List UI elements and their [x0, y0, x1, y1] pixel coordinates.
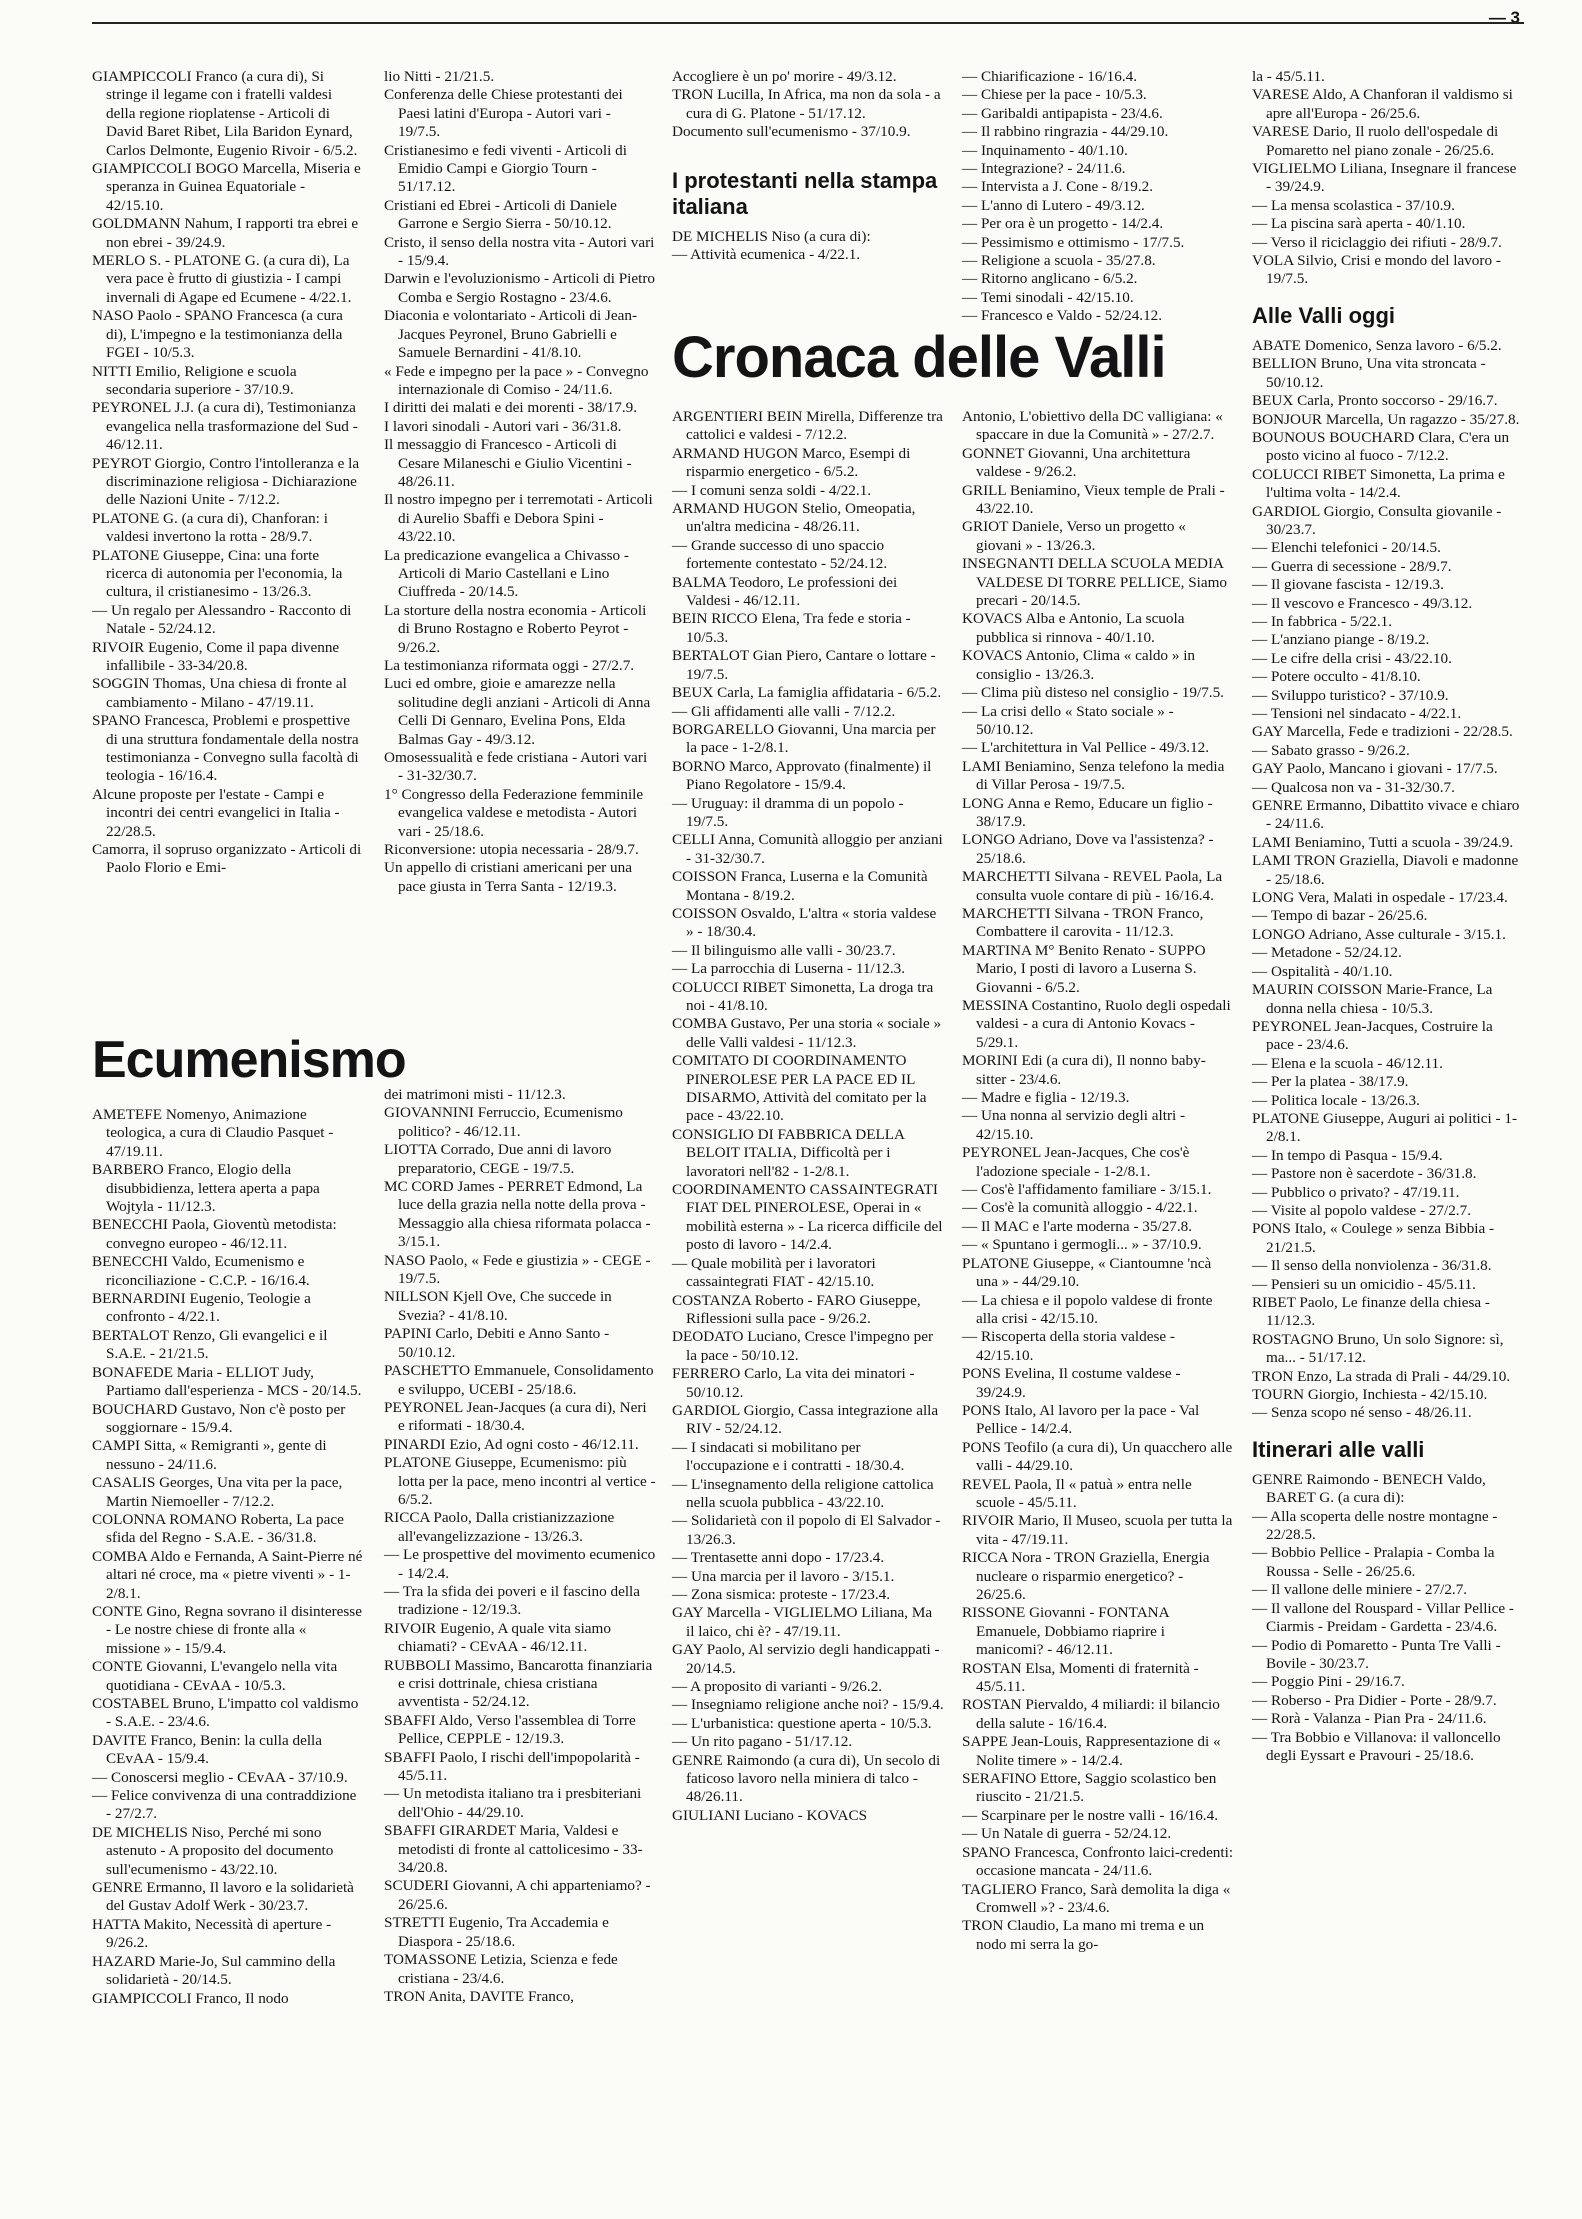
bibliography-entry: CONTE Gino, Regna sovrano il disinteresse - Le nostre chiese di fronte alla « missione » - 15/9.4.	[92, 1602, 362, 1657]
bibliography-entry: ARGENTIERI BEIN Mirella, Differenze tra cattolici e valdesi - 7/12.2.	[672, 408, 943, 444]
bibliography-entry: — La piscina sarà aperta - 40/1.10.	[1252, 215, 1466, 233]
ecumenismo-column-1	[92, 1106, 364, 2008]
bibliography-entry: — Conoscersi meglio - CEvAA - 37/10.9.	[92, 1768, 348, 1786]
bibliography-entry: — Bobbio Pellice - Pralapia - Comba la Roussa - Selle - 26/25.6.	[1252, 1544, 1495, 1580]
bibliography-entry: SPANO Francesca, Confronto laici-credenti: occasione mancata - 24/11.6.	[962, 1843, 1234, 1880]
bibliography-entry: GRIOT Daniele, Verso un progetto « giovani » - 13/26.3.	[962, 518, 1186, 554]
bibliography-entry: — Cos'è l'affidamento familiare - 3/15.1.	[962, 1181, 1212, 1199]
bibliography-entry: — Il vallone delle miniere - 27/2.7.	[1252, 1581, 1468, 1599]
bibliography-entry: MARTINA M° Benito Renato - SUPPO Mario, I posti di lavoro a Luserna S. Giovanni - 6/5.2.	[962, 941, 1206, 996]
bibliography-entry: Darwin e l'evoluzionismo - Articoli di Pietro Comba e Sergio Rostagno - 23/4.6.	[384, 270, 656, 306]
bibliography-entry: CASALIS Georges, Una vita per la pace, Martin Niemoeller - 7/12.2.	[92, 1474, 343, 1510]
bibliography-entry: BOUNOUS BOUCHARD Clara, C'era un posto vicino al fuoco - 7/12.2.	[1252, 428, 1510, 465]
bibliography-entry: — L'urbanistica: questione aperta - 10/5.3.	[672, 1714, 932, 1732]
bibliography-entry: MARCHETTI Silvana - TRON Franco, Combattere il carovita - 11/12.3.	[962, 904, 1204, 941]
bibliography-entry: Un appello di cristiani americani per una pace giusta in Terra Santa - 12/19.3.	[384, 859, 632, 895]
bibliography-entry: PEYROT Giorgio, Contro l'intolleranza e la discriminazione religiosa - Dichiarazione delle Nazioni Unite - 7/12.2.	[92, 454, 360, 509]
bibliography-entry: LAMI Beniamino, Tutti a scuola - 39/24.9.	[1252, 833, 1514, 851]
bibliography-entry: PEYRONEL J.J. (a cura di), Testimonianza evangelica nella trasformazione del Sud - 46/12.11.	[92, 399, 358, 454]
bibliography-entry: « Fede e impegno per la pace » - Convegno internazionale di Comiso - 24/11.6.	[384, 362, 649, 398]
bibliography-entry: COMITATO DI COORDINAMENTO PINEROLESE PER LA PACE ED IL DISARMO, Attività del comitato per la pace - 43/22.10.	[672, 1052, 927, 1125]
bibliography-entry: I lavori sinodali - Autori vari - 36/31.8.	[384, 417, 622, 435]
col5-top-list	[1252, 68, 1524, 289]
bibliography-entry: RIVOIR Eugenio, A quale vita siamo chiamati? - CEvAA - 46/12.11.	[384, 1619, 611, 1656]
bibliography-entry: GIULIANI Luciano - KOVACS	[672, 1806, 868, 1824]
bibliography-entry: CELLI Anna, Comunità alloggio per anziani - 31-32/30.7.	[672, 831, 943, 867]
bibliography-entry: RIBET Paolo, Le finanze della chiesa - 11/12.3.	[1252, 1294, 1490, 1330]
bibliography-entry: — L'insegnamento della religione cattolica nella scuola pubblica - 43/22.10.	[672, 1475, 934, 1511]
column-5	[1252, 68, 1524, 1765]
bibliography-entry: PLATONE Giuseppe, Ecumenismo: più lotta per la pace, meno incontri al vertice - 6/5.2.	[384, 1454, 656, 1508]
bibliography-entry: COLUCCI RIBET Simonetta, La prima e l'ultima volta - 14/2.4.	[1252, 465, 1505, 502]
bibliography-entry: — Il senso della nonviolenza - 36/31.8.	[1252, 1257, 1492, 1275]
bibliography-entry: RUBBOLI Massimo, Bancarotta finanziaria e crisi dottrinale, chiesa cristiana avventista - 52/24.12.	[384, 1656, 653, 1711]
bibliography-entry: Diaconia e volontariato - Articoli di Jean-Jacques Peyronel, Bruno Gabrielli e Samuele Bernardini - 41/8.10.	[384, 307, 638, 362]
column-1-top	[92, 68, 364, 878]
bibliography-entry: — Un regalo per Alessandro - Racconto di Natale - 52/24.12.	[92, 601, 352, 638]
bibliography-entry: La testimonianza riformata oggi - 27/2.7.	[384, 657, 635, 674]
bibliography-entry: — Per la platea - 38/17.9.	[1252, 1073, 1409, 1091]
bibliography-entry: MC CORD James - PERRET Edmond, La luce della grazia nella notte della prova - Messaggio alla chiesa riformata polacca - 3/15.1.	[384, 1178, 651, 1251]
bibliography-entry: Camorra, il sopruso organizzato - Articoli di Paolo Florio e Emi-	[92, 841, 362, 877]
bibliography-entry: BERNARDINI Eugenio, Teologie a confronto - 4/22.1.	[92, 1290, 311, 1326]
bibliography-entry: — I comuni senza soldi - 4/22.1.	[672, 481, 872, 499]
bibliography-entry: — Attività ecumenica - 4/22.1.	[672, 246, 861, 264]
bibliography-entry: BENECCHI Paola, Gioventù metodista: convegno europeo - 46/12.11.	[92, 1216, 337, 1252]
bibliography-entry: — Francesco e Valdo - 52/24.12.	[962, 307, 1163, 325]
bibliography-entry: 1° Congresso della Federazione femminile evangelica valdese e metodista - Autori vari - 25/18.6.	[384, 785, 644, 840]
bibliography-entry: — Tempo di bazar - 26/25.6.	[1252, 907, 1428, 925]
bibliography-entry: — Uruguay: il dramma di un popolo - 19/7.5.	[672, 794, 904, 830]
bibliography-entry: — Un rito pagano - 51/17.12.	[672, 1733, 853, 1751]
itinerari-title: Itinerari alle valli	[1252, 1436, 1425, 1462]
bibliography-entry: NILLSON Kjell Ove, Che succede in Svezia? - 41/8.10.	[384, 1288, 612, 1324]
bibliography-entry: — Podio di Pomaretto - Punta Tre Valli - Bovile - 30/23.7.	[1252, 1636, 1501, 1672]
bibliography-entry: Conferenza delle Chiese protestanti dei Paesi latini d'Europa - Autori vari - 19/7.5.	[384, 86, 623, 141]
bibliography-entry: — Chiarificazione - 16/16.4.	[962, 68, 1138, 85]
bibliography-entry: — Alla scoperta delle nostre montagne - 22/28.5.	[1252, 1507, 1498, 1544]
bibliography-entry: — Zona sismica: proteste - 17/23.4.	[672, 1586, 891, 1603]
bibliography-entry: — Grande successo di uno spaccio fortemente contestato - 52/24.12.	[672, 536, 888, 573]
bibliography-entry: INSEGNANTI DELLA SCUOLA MEDIA VALDESE DI TORRE PELLICE, Siamo precari - 20/14.5.	[962, 555, 1228, 610]
bibliography-entry: Riconversione: utopia necessaria - 28/9.7.	[384, 841, 639, 859]
bibliography-entry: TAGLIERO Franco, Sarà demolita la diga « Cromwell »? - 23/4.6.	[962, 1880, 1231, 1916]
bibliography-entry: BENECCHI Valdo, Ecumenismo e riconciliazione - C.C.P. - 16/16.4.	[92, 1253, 310, 1289]
bibliography-entry: LIOTTA Corrado, Due anni di lavoro preparatorio, CEGE - 19/7.5.	[384, 1141, 612, 1177]
bibliography-entry: MARCHETTI Silvana - REVEL Paola, La consulta vuole contare di più - 16/16.4.	[962, 868, 1223, 904]
bibliography-entry: REVEL Paola, Il « patuà » entra nelle scuole - 45/5.11.	[962, 1475, 1192, 1511]
bibliography-entry: I diritti dei malati e dei morenti - 38/17.9.	[384, 399, 638, 417]
bibliography-entry: — L'anno di Lutero - 49/3.12.	[962, 196, 1145, 214]
bibliography-entry: — Intervista a J. Cone - 8/19.2.	[962, 178, 1154, 196]
bibliography-entry: NASO Paolo - SPANO Francesca (a cura di), L'impegno e la testimonianza della FGEI - 10/5.3.	[92, 307, 343, 362]
bibliography-entry: KOVACS Antonio, Clima « caldo » in consiglio - 13/26.3.	[962, 647, 1196, 683]
bibliography-entry: — Pensieri su un omicidio - 45/5.11.	[1252, 1275, 1476, 1293]
bibliography-entry: COSTANZA Roberto - FARO Giuseppe, Riflessioni sulla pace - 9/26.2.	[672, 1291, 921, 1327]
cronaca-column-2	[962, 408, 1234, 1954]
bibliography-entry: GAY Marcella, Fede e tradizioni - 22/28.5.	[1252, 723, 1513, 741]
bibliography-entry: Antonio, L'obiettivo della DC valligiana: « spaccare in due la Comunità » - 27/2.7.	[962, 408, 1223, 444]
bibliography-entry: — Elenchi telefonici - 20/14.5.	[1252, 539, 1441, 557]
bibliography-entry: SBAFFI Paolo, I rischi dell'impopolarità - 45/5.11.	[384, 1748, 640, 1785]
bibliography-entry: GIAMPICCOLI BOGO Marcella, Miseria e speranza in Guinea Equatoriale - 42/15.10.	[92, 160, 361, 214]
bibliography-entry: — Tra la sfida dei poveri e il fascino della tradizione - 12/19.3.	[384, 1582, 641, 1619]
bibliography-entry: — Ritorno anglicano - 6/5.2.	[962, 270, 1138, 288]
bibliography-entry: — Le cifre della crisi - 43/22.10.	[1252, 649, 1452, 667]
bibliography-entry: — Tra Bobbio e Villanova: il valloncello degli Eyssart e Pravouri - 25/18.6.	[1252, 1728, 1501, 1764]
bibliography-entry: lio Nitti - 21/21.5.	[384, 68, 495, 85]
bibliography-entry: NASO Paolo, « Fede e giustizia » - CEGE - 19/7.5.	[384, 1251, 651, 1288]
bibliography-entry: PINARDI Ezio, Ad ogni costo - 46/12.11.	[384, 1435, 639, 1453]
bibliography-entry: BELLION Bruno, Una vita stroncata - 50/10.12.	[1252, 355, 1486, 391]
bibliography-entry: GAY Paolo, Mancano i giovani - 17/7.5.	[1252, 760, 1498, 778]
bibliography-entry: — Le prospettive del movimento ecumenico - 14/2.4.	[384, 1546, 656, 1582]
bibliography-entry: LAMI Beniamino, Senza telefono la media di Villar Perosa - 19/7.5.	[962, 757, 1225, 794]
bibliography-entry: PONS Italo, « Coulege » senza Bibbia - 21/21.5.	[1252, 1220, 1495, 1256]
alle-valli-title: Alle Valli oggi	[1252, 302, 1396, 328]
bibliography-entry: PONS Teofilo (a cura di), Un quacchero alle valli - 44/29.10.	[962, 1438, 1233, 1475]
bibliography-entry: SCUDERI Giovanni, A chi apparteniamo? - 26/25.6.	[384, 1877, 651, 1913]
bibliography-entry: — Un metodista italiano tra i presbiteriani dell'Ohio - 44/29.10.	[384, 1785, 642, 1821]
bibliography-entry: — Temi sinodali - 42/15.10.	[962, 288, 1134, 306]
cronaca-title: Cronaca delle Valli	[672, 325, 1166, 390]
bibliography-entry: — Potere occulto - 41/8.10.	[1252, 668, 1421, 686]
bibliography-entry: dei matrimoni misti - 11/12.3.	[384, 1086, 566, 1103]
bibliography-entry: ROSTAGNO Bruno, Un solo Signore: sì, ma... - 51/17.12.	[1252, 1330, 1504, 1367]
bibliography-entry: RIVOIR Eugenio, Come il papa divenne infallibile - 33-34/20.8.	[92, 638, 340, 674]
col3-top-list	[672, 68, 944, 142]
bibliography-entry: HAZARD Marie-Jo, Sul cammino della solidarietà - 20/14.5.	[92, 1952, 336, 1989]
bibliography-entry: — Rorà - Valanza - Pian Pra - 24/11.6.	[1252, 1710, 1487, 1728]
bibliography-entry: PAPINI Carlo, Debiti e Anno Santo - 50/10.12.	[384, 1325, 610, 1361]
bibliography-entry: — Garibaldi antipapista - 23/4.6.	[962, 104, 1163, 122]
bibliography-entry: VARESE Aldo, A Chanforan il valdismo si apre all'Europa - 26/25.6.	[1252, 86, 1513, 122]
bibliography-entry: VOLA Silvio, Crisi e mondo del lavoro - 19/7.5.	[1252, 252, 1501, 288]
bibliography-entry: COMBA Aldo e Fernanda, A Saint-Pierre né altari né croce, ma « pietre viventi » - 1-2/8.1.	[92, 1547, 363, 1602]
column-3-top	[672, 68, 944, 264]
top-rule	[92, 22, 1524, 24]
bibliography-entry: COORDINAMENTO CASSAINTEGRATI FIAT DEL PINEROLESE, Operai in « mobilità esterna » - La ricerca difficile del posto di lavoro - 14/2.4.	[672, 1181, 943, 1254]
bibliography-entry: GENRE Raimondo (a cura di), Un secolo di faticoso lavoro nella miniera di talco - 48/26.11.	[672, 1751, 941, 1806]
bibliography-entry: RICCA Paolo, Dalla cristianizzazione all'evangelizzazione - 13/26.3.	[384, 1509, 615, 1545]
bibliography-entry: Cristianesimo e fedi viventi - Articoli di Emidio Campi e Giorgio Tourn - 51/17.12.	[384, 141, 627, 196]
bibliography-entry: — Verso il riciclaggio dei rifiuti - 28/9.7.	[1252, 233, 1502, 251]
bibliography-entry: — La crisi dello « Stato sociale » - 50/10.12.	[962, 702, 1174, 738]
bibliography-entry: — Qualcosa non va - 31-32/30.7.	[1252, 778, 1455, 796]
bibliography-entry: RICCA Nora - TRON Graziella, Energia nucleare o risparmio energetico? - 26/25.6.	[962, 1549, 1210, 1603]
bibliography-entry: — Solidarietà con il popolo di El Salvador - 13/26.3.	[672, 1512, 941, 1548]
bibliography-entry: LONG Anna e Remo, Educare un figlio - 38/17.9.	[962, 794, 1213, 830]
bibliography-entry: BORNO Marco, Approvato (finalmente) il Piano Regolatore - 15/9.4.	[672, 757, 932, 794]
bibliography-entry: COISSON Osvaldo, L'altra « storia valdese » - 18/30.4.	[672, 904, 937, 941]
bibliography-entry: — Il giovane fascista - 12/19.3.	[1252, 576, 1444, 594]
bibliography-entry: — A proposito di varianti - 9/26.2.	[672, 1678, 883, 1696]
ecumenismo-column-2	[384, 1086, 656, 2006]
bibliography-entry: HATTA Makito, Necessità di aperture - 9/26.2.	[92, 1915, 332, 1952]
bibliography-entry: PEYRONEL Jean-Jacques (a cura di), Neri e riformati - 18/30.4.	[384, 1398, 647, 1435]
bibliography-entry: RISSONE Giovanni - FONTANA Emanuele, Dobbiamo riaprire i manicomi? - 46/12.11.	[962, 1604, 1169, 1659]
bibliography-entry: PEYRONEL Jean-Jacques, Che cos'è l'adozione speciale - 1-2/8.1.	[962, 1144, 1190, 1180]
bibliography-entry: COLONNA ROMANO Roberta, La pace sfida del Regno - S.A.E. - 36/31.8.	[92, 1510, 344, 1547]
bibliography-entry: MAURIN COISSON Marie-France, La donna nella chiesa - 10/5.3.	[1252, 981, 1493, 1017]
bibliography-entry: — Il bilinguismo alle valli - 30/23.7.	[672, 941, 896, 959]
bibliography-entry: Il nostro impegno per i terremotati - Articoli di Aurelio Sbaffi e Debora Spini - 43/22.10.	[384, 491, 653, 546]
bibliography-entry: GIAMPICCOLI Franco, Il nodo	[92, 1989, 289, 2007]
bibliography-entry: — In tempo di Pasqua - 15/9.4.	[1252, 1146, 1443, 1164]
bibliography-entry: TOURN Giorgio, Inchiesta - 42/15.10.	[1252, 1386, 1488, 1404]
bibliography-entry: NITTI Emilio, Religione e scuola secondaria superiore - 37/10.9.	[92, 362, 297, 398]
bibliography-entry: Omosessualità e fede cristiana - Autori vari - 31-32/30.7.	[384, 749, 648, 785]
bibliography-entry: LAMI TRON Graziella, Diavoli e madonne - 25/18.6.	[1252, 852, 1519, 888]
bibliography-entry: ARMAND HUGON Stelio, Omeopatia, un'altra medicina - 48/26.11.	[672, 500, 916, 536]
bibliography-entry: BORGARELLO Giovanni, Una marcia per la pace - 1-2/8.1.	[672, 720, 936, 757]
bibliography-entry: DEODATO Luciano, Cresce l'impegno per la pace - 50/10.12.	[672, 1328, 933, 1364]
bibliography-entry: BARBERO Franco, Elogio della disubbidienza, lettera aperta a papa Wojtyla - 11/12.3.	[92, 1161, 320, 1216]
bibliography-entry: — Pessimismo e ottimismo - 17/7.5.	[962, 233, 1185, 251]
bibliography-entry: — La parrocchia di Luserna - 11/12.3.	[672, 960, 906, 978]
bibliography-entry: — L'architettura in Val Pellice - 49/3.12.	[962, 739, 1210, 757]
bibliography-entry: GENRE Ermanno, Il lavoro e la solidarietà del Gustav Adolf Werk - 30/23.7.	[92, 1879, 354, 1915]
bibliography-entry: — Madre e figlia - 12/19.3.	[962, 1089, 1130, 1107]
bibliography-entry: BERTALOT Gian Piero, Cantare o lottare - 19/7.5.	[672, 647, 936, 683]
bibliography-entry: SPANO Francesca, Problemi e prospettive di una struttura fondamentale della nostra testimonianza - Convegno sulla facoltà di teologia - 16/16.4.	[92, 712, 359, 785]
bibliography-entry: SOGGIN Thomas, Una chiesa di fronte al cambiamento - Milano - 47/19.11.	[92, 675, 347, 711]
bibliography-entry: ABATE Domenico, Senza lavoro - 6/5.2.	[1252, 336, 1502, 354]
bibliography-entry: BONJOUR Marcella, Un ragazzo - 35/27.8.	[1252, 410, 1520, 428]
bibliography-entry: — Sviluppo turistico? - 37/10.9.	[1252, 686, 1449, 704]
bibliography-entry: SBAFFI Aldo, Verso l'assemblea di Torre Pellice, CEPPLE - 12/19.3.	[384, 1711, 636, 1748]
bibliography-entry: — Il rabbino ringrazia - 44/29.10.	[962, 123, 1169, 141]
bibliography-entry: Cristo, il senso della nostra vita - Autori vari - 15/9.4.	[384, 233, 655, 270]
bibliography-entry: SBAFFI GIRARDET Maria, Valdesi e metodisti di fronte al cattolicesimo - 33-34/20.8.	[384, 1822, 643, 1877]
bibliography-entry: PLATONE Giuseppe, « Ciantoumne 'ncà una » - 44/29.10.	[962, 1254, 1212, 1291]
bibliography-entry: SERAFINO Ettore, Saggio scolastico ben riuscito - 21/21.5.	[962, 1770, 1217, 1806]
bibliography-entry: PEYRONEL Jean-Jacques, Costruire la pace - 23/4.6.	[1252, 1017, 1493, 1054]
bibliography-entry: — Una marcia per il lavoro - 3/15.1.	[672, 1567, 895, 1585]
bibliography-entry: PONS Evelina, Il costume valdese - 39/24.9.	[962, 1365, 1181, 1401]
column-4-top	[962, 68, 1234, 326]
bibliography-entry: La storture della nostra economia - Articoli di Bruno Rostagno e Roberto Peyrot - 9/26.2.	[384, 601, 647, 656]
bibliography-entry: LONG Vera, Malati in ospedale - 17/23.4.	[1252, 889, 1508, 907]
bibliography-entry: — Visite al popolo valdese - 27/2.7.	[1252, 1201, 1471, 1219]
bibliography-entry: — Pubblico o privato? - 47/19.11.	[1252, 1183, 1460, 1201]
bibliography-entry: BOUCHARD Gustavo, Non c'è posto per soggiornare - 15/9.4.	[92, 1400, 346, 1436]
bibliography-entry: — Gli affidamenti alle valli - 7/12.2.	[672, 702, 896, 720]
bibliography-entry: DE MICHELIS Niso (a cura di):	[672, 227, 871, 245]
bibliography-entry: CONSIGLIO DI FABBRICA DELLA BELOIT ITALIA, Difficoltà per i lavoratori nell'82 - 1-2/8.1.	[672, 1125, 905, 1180]
bibliography-entry: BEUX Carla, Pronto soccorso - 29/16.7.	[1252, 392, 1498, 410]
alle-valli-list	[1252, 337, 1524, 1423]
bibliography-entry: — Integrazione? - 24/11.6.	[962, 160, 1126, 178]
bibliography-entry: GARDIOL Giorgio, Consulta giovanile - 30/23.7.	[1252, 502, 1502, 538]
bibliography-entry: — Clima più disteso nel consiglio - 19/7.5.	[962, 684, 1224, 702]
bibliography-entry: — Metadone - 52/24.12.	[1252, 944, 1402, 962]
bibliography-entry: BERTALOT Renzo, Gli evangelici e il S.A.E. - 21/21.5.	[92, 1326, 328, 1363]
bibliography-entry: TRON Anita, DAVITE Franco,	[384, 1987, 574, 2005]
bibliography-entry: PLATONE Giuseppe, Auguri ai politici - 1-2/8.1.	[1252, 1109, 1518, 1146]
bibliography-entry: — Tensioni nel sindacato - 4/22.1.	[1252, 705, 1462, 722]
bibliography-entry: TRON Claudio, La mano mi trema e un nodo mi serra la go-	[962, 1917, 1205, 1953]
bibliography-entry: — Una nonna al servizio degli altri - 42/15.10.	[962, 1107, 1186, 1143]
bibliography-entry: — Poggio Pini - 29/16.7.	[1252, 1673, 1405, 1691]
bibliography-entry: — Elena e la scuola - 46/12.11.	[1252, 1054, 1443, 1072]
bibliography-entry: MESSINA Costantino, Ruolo degli ospedali valdesi - a cura di Antonio Kovacs - 5/29.1.	[962, 997, 1231, 1051]
bibliography-entry: — Insegniamo religione anche noi? - 15/9.4.	[672, 1696, 944, 1714]
bibliography-entry: GONNET Giovanni, Una architettura valdese - 9/26.2.	[962, 444, 1191, 481]
bibliography-entry: MERLO S. - PLATONE G. (a cura di), La vera pace è frutto di giustizia - I campi invernali di Agape ed Ecumene - 4/22.1.	[92, 252, 352, 306]
bibliography-entry: — Pastore non è sacerdote - 36/31.8.	[1252, 1165, 1477, 1183]
bibliography-entry: TRON Enzo, La strada di Prali - 44/29.10.	[1252, 1367, 1511, 1385]
bibliography-entry: — Politica locale - 13/26.3.	[1252, 1091, 1420, 1109]
ecumenismo-title: Ecumenismo	[92, 1031, 406, 1089]
bibliography-entry: — « Spuntano i germogli... » - 37/10.9.	[962, 1236, 1202, 1254]
bibliography-entry: — La chiesa e il popolo valdese di fronte alla crisi - 42/15.10.	[962, 1291, 1213, 1327]
bibliography-entry: COLUCCI RIBET Simonetta, La droga tra noi - 41/8.10.	[672, 978, 934, 1014]
bibliography-entry: — Il vescovo e Francesco - 49/3.12.	[1252, 594, 1473, 612]
bibliography-entry: GAY Marcella - VIGLIELMO Liliana, Ma il laico, chi è? - 47/19.11.	[672, 1604, 933, 1640]
bibliography-entry: COISSON Franca, Luserna e la Comunità Montana - 8/19.2.	[672, 868, 928, 904]
bibliography-entry: — Ospitalità - 40/1.10.	[1252, 962, 1393, 980]
bibliography-entry: VIGLIELMO Liliana, Insegnare il francese - 39/24.9.	[1252, 160, 1517, 196]
bibliography-entry: — Un Natale di guerra - 52/24.12.	[962, 1825, 1172, 1843]
bibliography-entry: ROSTAN Elsa, Momenti di fraternità - 45/5.11.	[962, 1659, 1199, 1696]
bibliography-entry: — Roberso - Pra Didier - Porte - 28/9.7.	[1252, 1691, 1497, 1709]
bibliography-entry: ARMAND HUGON Marco, Esempi di risparmio energetico - 6/5.2.	[672, 444, 911, 481]
bibliography-entry: LONGO Adriano, Asse culturale - 3/15.1.	[1252, 925, 1506, 943]
bibliography-entry: Luci ed ombre, gioie e amarezze nella solitudine degli anziani - Articoli di Anna Celli Di Gennaro, Evelina Pons, Elda Balmas Gay - 49/3.12.	[384, 675, 651, 748]
bibliography-entry: Alcune proposte per l'estate - Campi e incontri dei centri evangelici in Italia - 22/28.5.	[92, 785, 340, 840]
bibliography-entry: La predicazione evangelica a Chivasso - Articoli di Mario Castellani e Lino Ciuffreda - 20/14.5.	[384, 546, 629, 601]
bibliography-entry: — Quale mobilità per i lavoratori cassaintegrati FIAT - 42/15.10.	[672, 1254, 876, 1291]
bibliography-entry: COMBA Gustavo, Per una storia « sociale » delle Valli valdesi - 11/12.3.	[672, 1015, 942, 1051]
bibliography-entry: — Felice convivenza di una contraddizione - 27/2.7.	[92, 1787, 357, 1823]
itinerari-list	[1252, 1471, 1524, 1766]
bibliography-entry: — L'anziano piange - 8/19.2.	[1252, 631, 1430, 649]
bibliography-entry: Accogliere è un po' morire - 49/3.12.	[672, 68, 897, 85]
bibliography-entry: GOLDMANN Nahum, I rapporti tra ebrei e non ebrei - 39/24.9.	[92, 215, 359, 251]
bibliography-entry: BALMA Teodoro, Le professioni dei Valdesi - 46/12.11.	[672, 573, 898, 610]
bibliography-entry: Il messaggio di Francesco - Articoli di Cesare Milaneschi e Giulio Vicentini - 48/26.11.	[384, 436, 632, 490]
bibliography-entry: — I sindacati si mobilitano per l'occupazione e i contratti - 18/30.4.	[672, 1438, 905, 1475]
bibliography-entry: BONAFEDE Maria - ELLIOT Judy, Partiamo dall'esperienza - MCS - 20/14.5.	[92, 1363, 362, 1400]
bibliography-entry: — Religione a scuola - 35/27.8.	[962, 252, 1156, 270]
bibliography-entry: STRETTI Eugenio, Tra Accademia e Diaspora - 25/18.6.	[384, 1914, 609, 1950]
bibliography-entry: GIAMPICCOLI Franco (a cura di), Si stringe il legame con i fratelli valdesi della regione rioplatense - Articoli di David Baret Ribet, Lila Baridon Eynard, Carlos Delmonte, Eugenio Rivoir - 6/5.2.	[92, 68, 358, 159]
bibliography-entry: — Per ora è un progetto - 14/2.4.	[962, 215, 1164, 233]
bibliography-entry: — Chiese per la pace - 10/5.3.	[962, 86, 1147, 104]
bibliography-entry: GENRE Raimondo - BENECH Valdo, BARET G. (a cura di):	[1252, 1470, 1486, 1507]
bibliography-entry: PONS Italo, Al lavoro per la pace - Val Pellice - 14/2.4.	[962, 1401, 1200, 1438]
page-number: — 3	[1488, 8, 1520, 27]
bibliography-entry: — Guerra di secessione - 28/9.7.	[1252, 557, 1452, 575]
bibliography-entry: SAPPE Jean-Louis, Rappresentazione di « Nolite timere » - 14/2.4.	[962, 1733, 1221, 1769]
bibliography-entry: — Trentasette anni dopo - 17/23.4.	[672, 1549, 885, 1567]
cronaca-column-1	[672, 408, 944, 1825]
bibliography-entry: GAY Paolo, Al servizio degli handicappati - 20/14.5.	[672, 1641, 940, 1677]
column-2-top	[384, 68, 656, 896]
bibliography-entry: — Sabato grasso - 9/26.2.	[1252, 741, 1410, 759]
bibliography-entry: CONTE Giovanni, L'evangelo nella vita quotidiana - CEvAA - 10/5.3.	[92, 1658, 338, 1694]
bibliography-entry: — Il MAC e l'arte moderna - 35/27.8.	[962, 1217, 1193, 1235]
bibliography-entry: PLATONE G. (a cura di), Chanforan: i valdesi invertono la rotta - 28/9.7.	[92, 509, 328, 546]
bibliography-entry: LONGO Adriano, Dove va l'assistenza? - 25/18.6.	[962, 831, 1214, 867]
bibliography-entry: PLATONE Giuseppe, Cina: una forte ricerca di autonomia per l'economia, la cultura, il cristianesimo - 13/26.3.	[92, 546, 343, 601]
bibliography-entry: — In fabbrica - 5/22.1.	[1252, 612, 1393, 630]
bibliography-entry: FERRERO Carlo, La vita dei minatori - 50/10.12.	[672, 1365, 915, 1401]
bibliography-entry: GARDIOL Giorgio, Cassa integrazione alla RIV - 52/24.12.	[672, 1401, 939, 1438]
bibliography-entry: RIVOIR Mario, Il Museo, scuola per tutta la vita - 47/19.11.	[962, 1512, 1233, 1548]
bibliography-entry: COSTABEL Bruno, L'impatto col valdismo - S.A.E. - 23/4.6.	[92, 1695, 359, 1731]
bibliography-entry: TRON Lucilla, In Africa, ma non da sola - a cura di G. Platone - 51/17.12.	[672, 86, 941, 122]
bibliography-entry: — Riscoperta della storia valdese - 42/15.10.	[962, 1328, 1175, 1364]
bibliography-entry: Cristiani ed Ebrei - Articoli di Daniele Garrone e Sergio Sierra - 50/10.12.	[384, 196, 617, 233]
bibliography-entry: DAVITE Franco, Benin: la culla della CEvAA - 15/9.4.	[92, 1731, 322, 1768]
bibliography-entry: — Inquinamento - 40/1.10.	[962, 141, 1128, 159]
bibliography-entry: BEIN RICCO Elena, Tra fede e storia - 10/5.3.	[672, 610, 911, 646]
protestanti-title: I protestanti nella stampa italiana	[672, 167, 938, 219]
bibliography-entry: PASCHETTO Emmanuele, Consolidamento e sviluppo, UCEBI - 25/18.6.	[384, 1362, 654, 1398]
bibliography-entry: GRILL Beniamino, Vieux temple de Prali - 43/22.10.	[962, 481, 1225, 518]
bibliography-entry: TOMASSONE Letizia, Scienza e fede cristiana - 23/4.6.	[384, 1951, 618, 1987]
protestanti-list	[672, 228, 944, 265]
bibliography-entry: CAMPI Sitta, « Remigranti », gente di nessuno - 24/11.6.	[92, 1437, 327, 1473]
bibliography-entry: — Scarpinare per le nostre valli - 16/16.4.	[962, 1806, 1218, 1824]
bibliography-entry: KOVACS Alba e Antonio, La scuola pubblica si rinnova - 40/1.10.	[962, 610, 1185, 646]
bibliography-entry: — Cos'è la comunità alloggio - 4/22.1.	[962, 1199, 1198, 1217]
bibliography-entry: GIOVANNINI Ferruccio, Ecumenismo politico? - 46/12.11.	[384, 1104, 623, 1140]
bibliography-entry: GENRE Ermanno, Dibattito vivace e chiaro - 24/11.6.	[1252, 797, 1520, 833]
bibliography-entry: — Il vallone del Rouspard - Villar Pellice - Ciarmis - Preidam - Gardetta - 23/4.6.	[1252, 1599, 1514, 1636]
bibliography-entry: VARESE Dario, Il ruolo dell'ospedale di Pomaretto nel piano zonale - 26/25.6.	[1252, 123, 1499, 159]
bibliography-entry: MORINI Edi (a cura di), Il nonno baby-sitter - 23/4.6.	[962, 1052, 1206, 1088]
bibliography-entry: BEUX Carla, La famiglia affidataria - 6/5.2.	[672, 684, 942, 702]
bibliography-entry: ROSTAN Piervaldo, 4 miliardi: il bilancio della salute - 16/16.4.	[962, 1696, 1220, 1732]
bibliography-entry: — La mensa scolastica - 37/10.9.	[1252, 196, 1455, 214]
bibliography-entry: AMETEFE Nomenyo, Animazione teologica, a cura di Claudio Pasquet - 47/19.11.	[92, 1106, 334, 1160]
bibliography-entry: la - 45/5.11.	[1252, 68, 1325, 85]
bibliography-entry: Documento sull'ecumenismo - 37/10.9.	[672, 123, 911, 141]
bibliography-entry: — Senza scopo né senso - 48/26.11.	[1252, 1404, 1472, 1422]
bibliography-entry: DE MICHELIS Niso, Perché mi sono astenuto - A proposito del documento sull'ecumenismo - 43/22.10.	[92, 1823, 334, 1878]
